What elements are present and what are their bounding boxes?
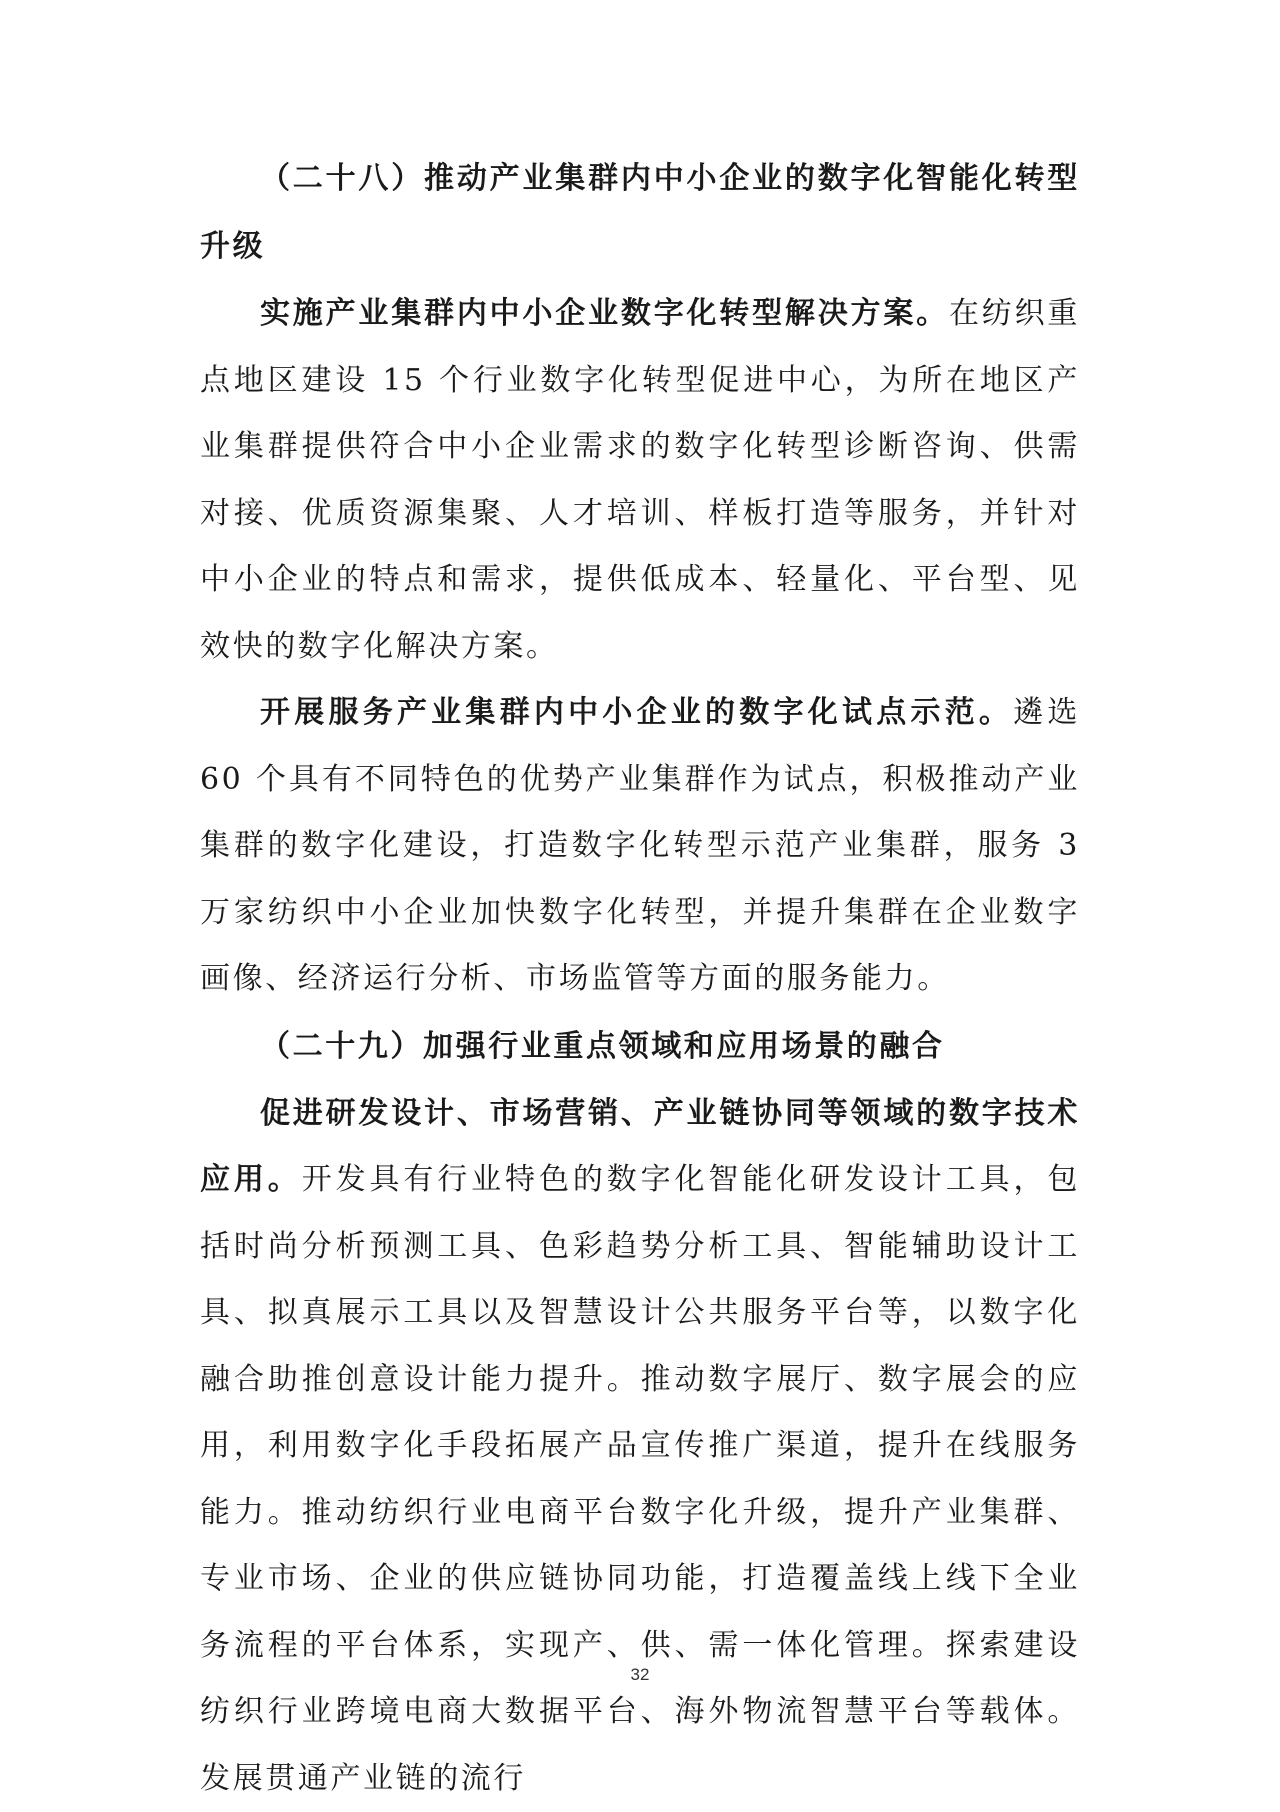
paragraph-body: 在纺织重点地区建设 15 个行业数字化转型促进中心，为所在地区产业集群提供符合中小企业需求的数字化转型诊断咨询、供需对接、优质资源集聚、人才培训、样板打造等服务，并针对中小企业的特点和需求，提供低成本、轻量化、平台型、见效快的数字化解决方案。	[200, 296, 1080, 664]
paragraph-digital-transformation-solutions	[200, 281, 1080, 680]
page-number: 32	[0, 1665, 1280, 1685]
paragraph-lead: 促进研发设计、市场营销、产业链协同等领域的数字技术应用。	[200, 1096, 1080, 1198]
section-heading-29: （二十九）加强行业重点领域和应用场景的融合	[200, 1013, 1080, 1081]
paragraph-lead: 开展服务产业集群内中小企业的数字化试点示范。	[260, 695, 1013, 730]
paragraph-body: 遴选 60 个具有不同特色的优势产业集群作为试点，积极推动产业集群的数字化建设，打造数字化转型示范产业集群，服务 3 万家纺织中小企业加快数字化转型，并提升集群在企业数字画像、经济运行分析、市场监管等方面的服务能力。	[200, 695, 1080, 996]
paragraph-lead: 实施产业集群内中小企业数字化转型解决方案。	[260, 296, 949, 331]
paragraph-pilot-demonstration	[200, 680, 1080, 1013]
paragraph-body: 开发具有行业特色的数字化智能化研发设计工具，包括时尚分析预测工具、色彩趋势分析工具、智能辅助设计工具、拟真展示工具以及智慧设计公共服务平台等，以数字化融合助推创意设计能力提升。推动数字展厅、数字展会的应用，利用数字化手段拓展产品宣传推广渠道，提升在线服务能力。推动纺织行业电商平台数字化升级，提升产业集群、专业市场、企业的供应链协同功能，打造覆盖线上线下全业务流程的平台体系，实现产、供、需一体化管理。探索建设纺织行业跨境电商大数据平台、海外物流智慧平台等载体。发展贯通产业链的流行	[200, 1162, 1080, 1796]
paragraph-digital-tech-application	[200, 1081, 1080, 1812]
section-heading-28: （二十八）推动产业集群内中小企业的数字化智能化转型升级	[200, 145, 1080, 281]
document-page	[200, 145, 1080, 1812]
